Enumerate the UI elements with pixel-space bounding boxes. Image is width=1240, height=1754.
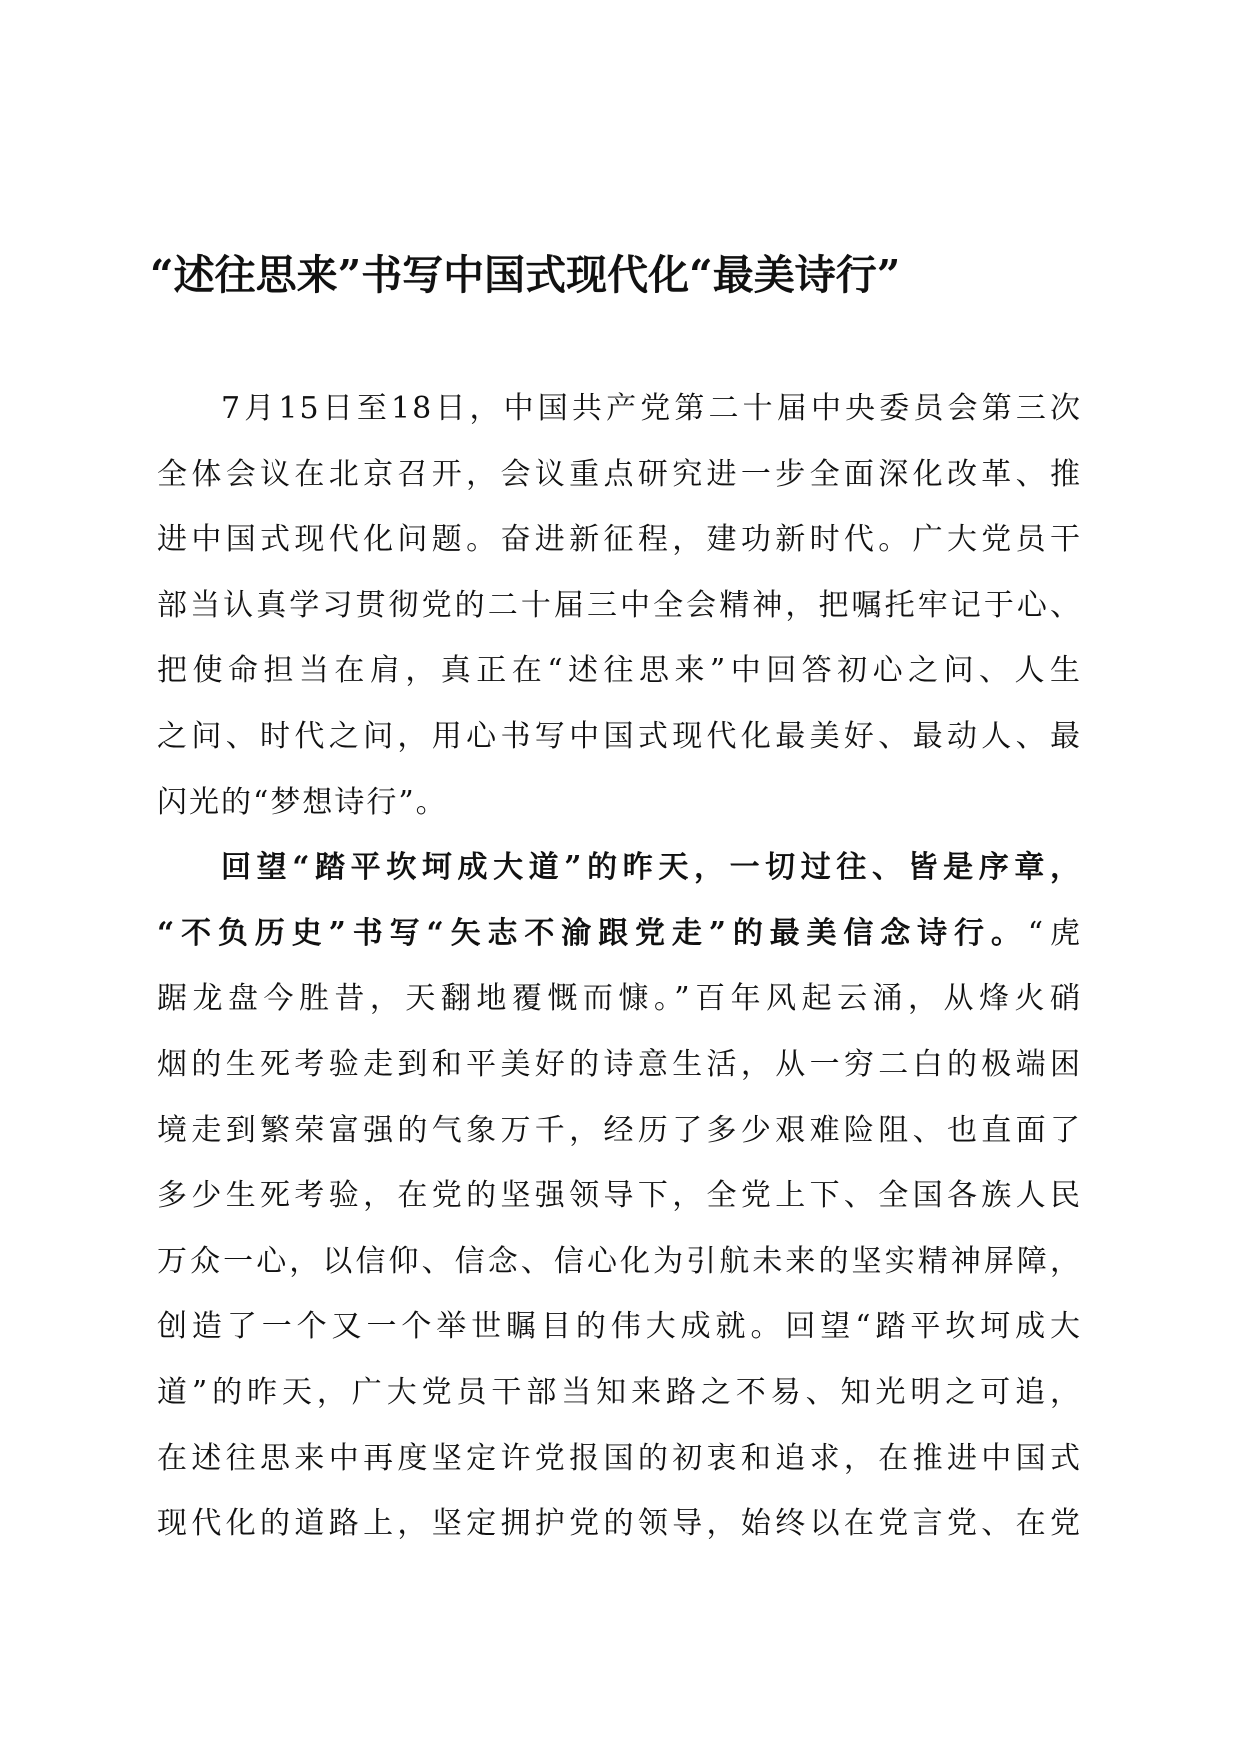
paragraph-line: 道”的昨天，广大党员干部当知来路之不易、知光明之可追， [157,1374,1082,1410]
document-title: “述往思来”书写中国式现代化“最美诗行” [150,251,901,299]
paragraph-heading-text: “不负历史”书写“矢志不渝跟党走”的最美信念诗行。 [157,915,1028,951]
paragraph-line: 把使命担当在肩，真正在“述往思来”中回答初心之问、人生 [157,653,1082,689]
paragraph-line: 现代化的道路上，坚定拥护党的领导，始终以在党言党、在党 [157,1506,1082,1542]
paragraph-line: 全体会议在北京召开，会议重点研究进一步全面深化改革、推 [157,456,1082,492]
document-body [157,376,1082,1557]
paragraph-heading-line-mixed [157,901,1082,967]
paragraph-line: 踞龙盘今胜昔，天翻地覆慨而慷。”百年风起云涌，从烽火硝 [157,981,1082,1017]
paragraph-line: 之问、时代之问，用心书写中国式现代化最美好、最动人、最 [157,718,1082,754]
paragraph-line: 7月15日至18日，中国共产党第二十届中央委员会第三次 [221,391,1082,426]
paragraph-line: 万众一心，以信仰、信念、信心化为引航未来的坚实精神屏障， [157,1243,1082,1279]
paragraph-line: 进中国式现代化问题。奋进新征程，建功新时代。广大党员干 [157,522,1082,558]
paragraph-line: 境走到繁荣富强的气象万千，经历了多少艰难险阻、也直面了 [157,1112,1082,1148]
paragraph-line: 多少生死考验，在党的坚强领导下，全党上下、全国各族人民 [157,1178,1082,1214]
paragraph-line: 烟的生死考验走到和平美好的诗意生活，从一穷二白的极端困 [157,1046,1082,1082]
paragraph-line: 在述往思来中再度坚定许党报国的初衷和追求，在推进中国式 [157,1440,1082,1476]
paragraph-1 [157,376,1082,835]
paragraph-heading-line: 回望“踏平坎坷成大道”的昨天，一切过往、皆是序章， [221,850,1082,886]
paragraph-line: 闪光的“梦想诗行”。 [157,784,448,820]
paragraph-line: 创造了一个又一个举世瞩目的伟大成就。回望“踏平坎坷成大 [157,1309,1082,1345]
paragraph-line: 部当认真学习贯彻党的二十届三中全会精神，把嘱托牢记于心、 [157,587,1082,623]
paragraph-2 [157,835,1082,1557]
paragraph-quote-start: “虎 [1027,915,1082,951]
